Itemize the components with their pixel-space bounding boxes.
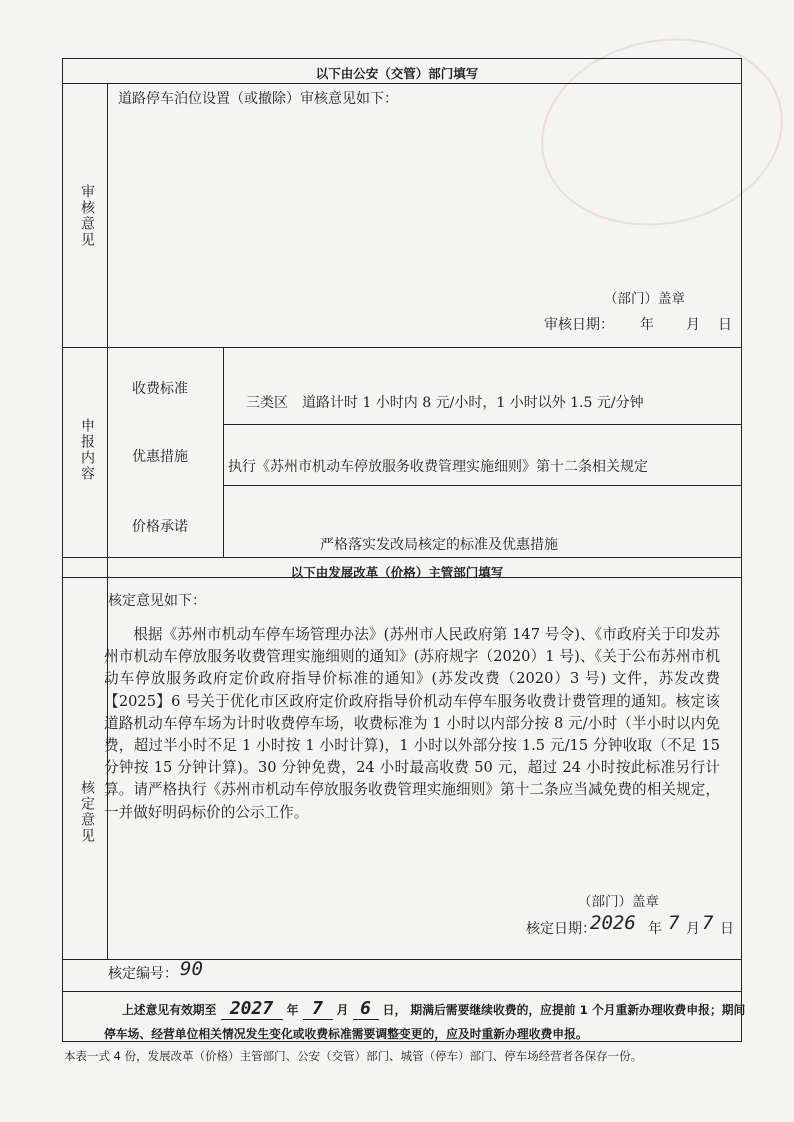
commitment-value: 严格落实发改局核定的标准及优惠措施: [320, 537, 558, 553]
rule: [223, 485, 741, 486]
rule: [63, 959, 741, 960]
validity-rest: 期满后需要继续收费的，应提前 1 个月重新办理收费申报；期间: [410, 1003, 746, 1017]
validity-month-unit: 月: [336, 1003, 349, 1017]
approval-day-unit: 日: [720, 921, 734, 937]
rule: [63, 347, 741, 348]
approval-month-unit: 月: [686, 921, 700, 937]
approval-year-unit: 年: [648, 921, 662, 937]
approval-body: 根据《苏州市机动车停车场管理办法》(苏州市人民政府第 147 号令)、《市政府关于印发苏州市机动车停放服务收费管理实施细则的通知》(苏府规字（2020）1 号)、《关于公布苏州市机动车停放服务政府定价政府指导价标准的通知》(苏发改费（2020）3 号) 文件，苏发改费【2025】6 号关于优化市区政府定价政府指导价机动车停车服务收费计费管理的通知。核定该道路机动车停车场为计时收费停车场，收费标准为 1 小时以内部分按 8 元/小时（半小时以内免费，超过半小时不足 1 小时按 1 小时计算)，1 小时以外部分按 1.5 元/15 分钟收取（不足 15 分钟按 15 分钟计算)。30 分钟免费，24 小时最高收费 50 元，超过 24 小时按此标准另行计算。请严格执行《苏州市机动车停放服务收费管理实施细则》第十二条应当减免费的相关规定，一并做好明码标价的公示工作。: [104, 626, 720, 821]
approval-date-label: 核定日期：: [526, 921, 596, 937]
label-column-rule: [107, 83, 108, 959]
development-header: 以下由发展改革（价格）主管部门填写: [290, 565, 504, 580]
discount-value: 执行《苏州市机动车停放服务收费管理实施细则》第十二条相关规定: [228, 459, 648, 475]
approval-date-month: 7: [668, 912, 680, 934]
rule: [63, 557, 741, 558]
application-label: 申报内容: [79, 418, 95, 482]
validity-prefix: 上述意见有效期至: [122, 1003, 217, 1017]
audit-day-unit: 日: [718, 317, 732, 333]
fee-standard-label: 收费标准: [132, 381, 188, 397]
commitment-label: 价格承诺: [132, 519, 188, 535]
approval-intro: 核定意见如下：: [108, 593, 206, 609]
audit-year-unit: 年: [640, 317, 654, 333]
approval-number-value: 90: [180, 958, 203, 980]
audit-month-unit: 月: [686, 317, 700, 333]
approval-label: 核定意见: [79, 780, 95, 844]
approval-seal: （部门）盖章: [578, 894, 659, 910]
rule: [63, 83, 741, 84]
public-security-header: 以下由公安（交管）部门填写: [315, 66, 479, 81]
validity-line-2: 停车场、经营单位相关情况发生变化或收费标准需要调整变更的，应及时重新办理收费申报。: [104, 1027, 588, 1041]
rule: [63, 991, 741, 992]
validity-line-1: [122, 998, 745, 1020]
validity-year-unit: 年: [286, 1003, 299, 1017]
footer-note: 本表一式 4 份，发展改革（价格）主管部门、公安（交管）部门、城管（停车）部门、停车场经营者各保存一份。: [64, 1049, 643, 1063]
rule: [223, 424, 741, 425]
fee-standard-value: 三类区 道路计时 1 小时内 8 元/小时，1 小时以外 1.5 元/分钟: [246, 395, 644, 411]
application-inner-rule: [223, 347, 224, 557]
approval-number-label: 核定编号：: [108, 966, 178, 982]
validity-year: 2027: [221, 998, 283, 1020]
audit-intro: 道路停车泊位设置（或撤除）审核意见如下：: [118, 91, 398, 107]
validity-day: 6: [353, 998, 379, 1020]
discount-label: 优惠措施: [132, 449, 188, 465]
audit-label: 审核意见: [79, 184, 95, 248]
validity-month: 7: [303, 998, 333, 1020]
audit-seal: （部门）盖章: [604, 291, 685, 307]
audit-date-label: 审核日期：: [544, 317, 614, 333]
approval-date-day: 7: [702, 912, 714, 934]
validity-day-unit: 日，: [382, 1003, 407, 1017]
approval-date-year: 2026: [590, 912, 636, 934]
